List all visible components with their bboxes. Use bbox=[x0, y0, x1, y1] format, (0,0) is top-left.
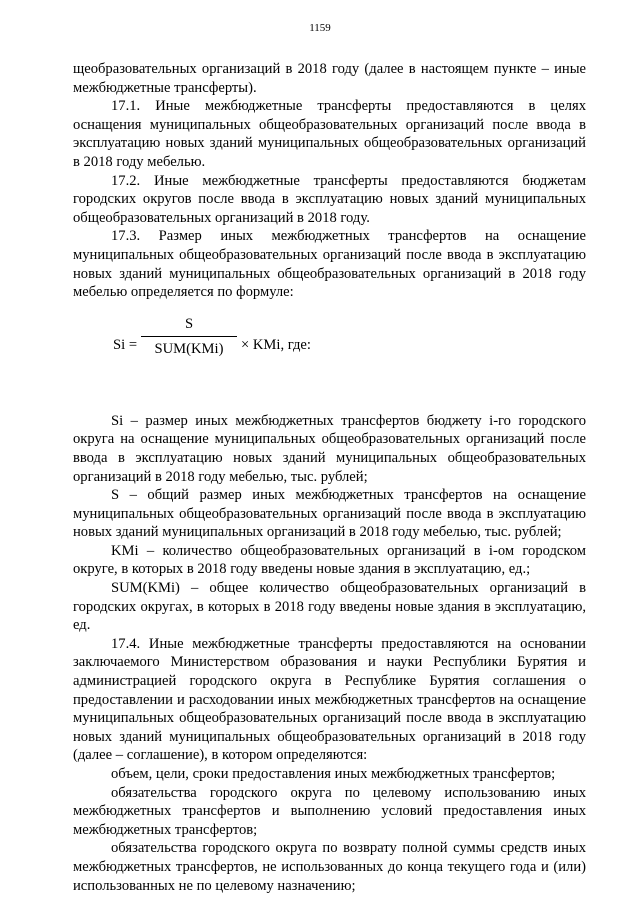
definition-s: S – общий размер иных межбюджетных трансфертов на оснащение муниципальных общеобразовательных организаций после ввода в эксплуатацию новых зданий муниципальных организаций в 2018 году мебелью, тыс. рублей; bbox=[73, 487, 586, 541]
agreement-item-2: обязательства городского округа по целевому использованию иных межбюджетных трансфертов и выполнению условий предоставления иных межбюджетных трансфертов; bbox=[73, 784, 586, 838]
definition-kmi: KMi – количество общеобразовательных организаций в i-ом городском округе, в которых в 2018 году введены новые здания в эксплуатацию, ед.; bbox=[73, 542, 586, 578]
formula-numerator: S bbox=[184, 315, 194, 332]
formula-denominator: SUM(KMi) bbox=[154, 340, 224, 357]
page-number: 1159 bbox=[309, 22, 331, 34]
paragraph-intro: щеобразовательных организаций в 2018 году (далее в настоящем пункте – иные межбюджетные трансферты). bbox=[73, 61, 586, 96]
paragraph-17-3: 17.3. Размер иных межбюджетных трансфертов на оснащение муниципальных общеобразовательных организаций после ввода в эксплуатацию новых зданий муниципальных общеобразовательных организаций в 2018 году мебелью определяется по формуле: bbox=[73, 228, 586, 301]
paragraph-17-2: 17.2. Иные межбюджетные трансферты предоставляются бюджетам городских округов после ввода в эксплуатацию новых зданий муниципальных общеобразовательных организаций в 2018 году. bbox=[73, 172, 586, 226]
definition-si: Si – размер иных межбюджетных трансфертов бюджету i-го городского округа на оснащение муниципальных общеобразовательных организаций после ввода в эксплуатацию новых зданий муниципальных общеобразовательных организаций в 2018 году мебелью, тыс. рублей; bbox=[73, 412, 586, 485]
fraction-bar bbox=[141, 336, 237, 337]
formula-fraction bbox=[141, 314, 237, 359]
paragraph-17-4: 17.4. Иные межбюджетные трансферты предоставляются на основании заключаемого Министерством образования и науки Республики Бурятия и администрацией городского округа в Республике Бурятия соглашения о предоставлении и расходовании иных межбюджетных трансфертов на оснащение муниципальных общеобразовательных организаций после ввода в эксплуатацию новых зданий муниципальных общеобразовательных организаций в 2018 году (далее – соглашение), в котором определяются: bbox=[73, 635, 586, 764]
document-body bbox=[73, 60, 586, 895]
agreement-item-3: обязательства городского округа по возврату полной суммы средств иных межбюджетных трансфертов, не использованных до конца текущего года и (или) использованных не по целевому назначению; bbox=[73, 840, 586, 894]
formula-rhs: × KMi, где: bbox=[241, 336, 311, 353]
formula bbox=[73, 314, 586, 378]
agreement-item-1: объем, цели, сроки предоставления иных межбюджетных трансфертов; bbox=[111, 766, 556, 782]
definition-sum-kmi: SUM(KMi) – общее количество общеобразовательных организаций в городских округах, в которых в 2018 году введены новые здания в эксплуатацию, ед. bbox=[73, 580, 586, 634]
formula-lhs: Si = bbox=[113, 336, 138, 353]
paragraph-17-1: 17.1. Иные межбюджетные трансферты предоставляются в целях оснащения муниципальных общеобразовательных организаций после ввода в эксплуатацию новых зданий муниципальных общеобразовательных организаций в 2018 году мебелью. bbox=[73, 98, 586, 170]
